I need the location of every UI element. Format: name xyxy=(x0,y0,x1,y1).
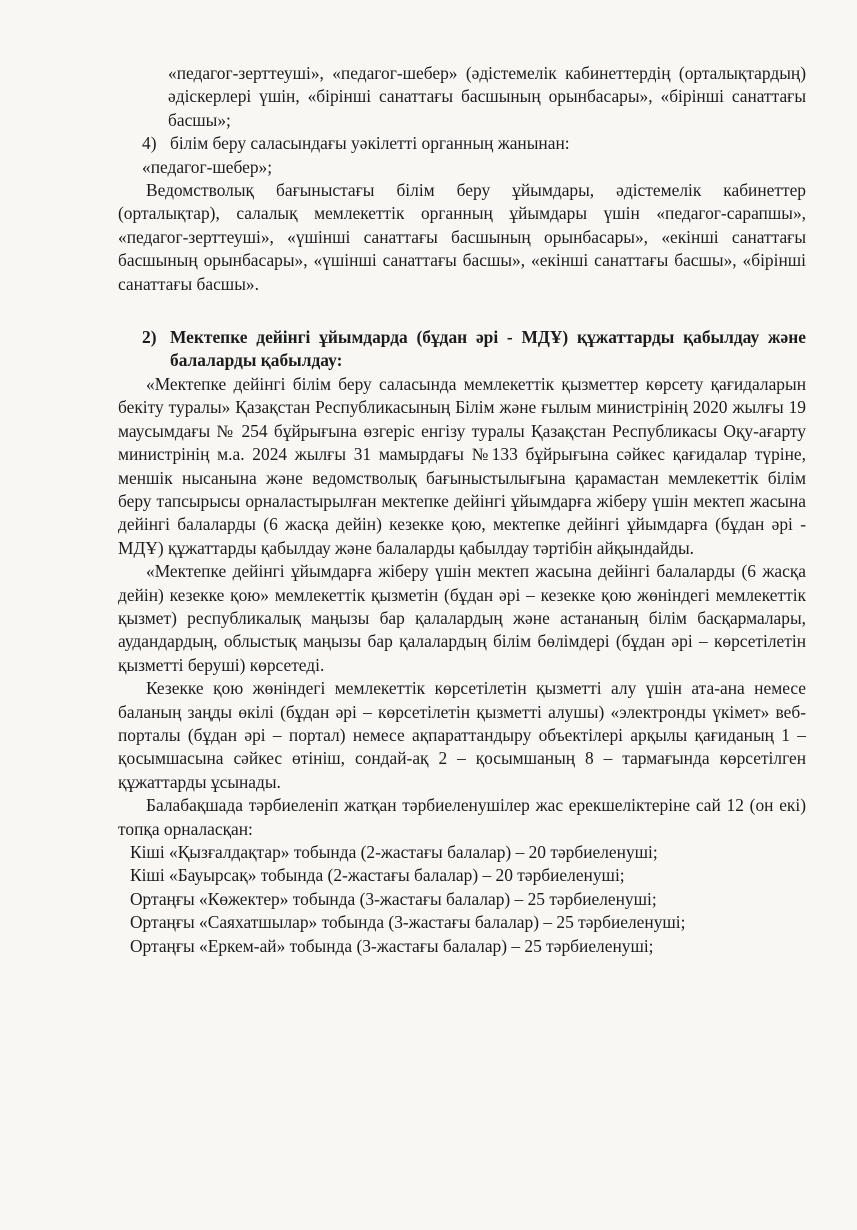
body-paragraph: «Мектепке дейінгі білім беру саласында мемлекеттік қызметтер көрсету қағидаларын бекіту туралы» Қазақстан Республикасының Білім және ғылым министрінің 2020 жылғы 19 маусымдағы № 254 бұйрығына өзгеріс енгізу туралы Қазақстан Республикасы Оқу-ағарту министрінің м.а. 2024 жылғы 31 мамырдағы №133 бұйрығына сәйкес қағидалар түріне, меншік нысанына және ведомстволық бағыныстылығына қарамастан мемлекеттік білім беру тапсырысы орналастырылған мектепке дейінгі ұйымдарға жіберу үшін мектеп жасына дейінгі балаларды (6 жасқа дейін) кезекке қою, мектепке дейінгі ұйымдарға (бұдан әрі - МДҰ) құжаттарды қабылдау және балаларды қабылдау тәртібін айқындайды. xyxy=(118,373,806,558)
list-item-text: білім беру саласындағы уәкілетті органның жанынан: xyxy=(170,133,570,154)
document-body xyxy=(118,62,806,958)
section-title: Мектепке дейінгі ұйымдарда (бұдан әрі - МДҰ) құжаттарды қабылдау және балаларды қабылдау: xyxy=(170,327,806,371)
body-paragraph: Кезекке қою жөніндегі мемлекеттік көрсетілетін қызметті алу үшін ата-ана немесе баланың заңды өкілі (бұдан әрі – көрсетілетін қызметті алушы) «электронды үкімет» веб-порталы (бұдан әрі – портал) немесе ақпараттандыру объектілері арқылы қағиданың 1 – қосымшасына сәйкес өтініш, сондай-ақ 2 – қосымшаның 8 – тармағында көрсетілген құжаттарды ұсынады. xyxy=(118,678,806,792)
list-item: Кіші «Қызғалдақтар» тобында (2-жастағы балалар) – 20 тәрбиеленуші; xyxy=(130,842,658,862)
spacer xyxy=(118,296,806,326)
list-item-sub: «педагог-шебер»; xyxy=(142,156,273,177)
list-item: Ортаңғы «Еркем-ай» тобында (3-жастағы балалар) – 25 тәрбиеленуші; xyxy=(130,935,654,956)
list-item: Ортаңғы «Саяхатшылар» тобында (3-жастағы балалар) – 25 тәрбиеленуші; xyxy=(130,912,686,933)
body-paragraph: «Мектепке дейінгі ұйымдарға жіберу үшін мектеп жасына дейінгі балаларды (6 жасқа дейін) кезекке қою» мемлекеттік қызметін (бұдан әрі – кезекке қою жөніндегі мемлекеттік қызмет) республикалық маңызы бар қалалардың және астананың білім басқармалары, аудандардың, облыстық маңызы бар қалалардың білім бөлімдері (бұдан әрі – көрсетілетін қызметті беруші) көрсетеді. xyxy=(118,561,806,675)
departmental-paragraph: Ведомстволық бағыныстағы білім беру ұйымдары, әдістемелік кабинеттер (орталықтар), салалық мемлекеттік органның ұйымдары үшін «педагог-сарапшы», «педагог-зерттеуші», «үшінші санаттағы басшының орынбасары», «екінші санаттағы басшының орынбасары», «үшінші санаттағы басшы», «екінші санаттағы басшы», «бірінші санаттағы басшы». xyxy=(118,180,806,294)
list-item: Кіші «Бауырсақ» тобында (2-жастағы балалар) – 20 тәрбиеленуші; xyxy=(130,865,625,886)
section-heading xyxy=(118,326,806,373)
continuation-paragraph: «педагог-зерттеуші», «педагог-шебер» (әдістемелік кабинеттердің (орталықтардың) әдіскерлері үшін, «бірінші санаттағы басшының орынбасары», «бірінші санаттағы басшы»; xyxy=(168,63,806,130)
body-paragraph: Балабақшада тәрбиеленіп жатқан тәрбиеленушілер жас ерекшеліктеріне сай 12 (он екі) топқа орналасқан: xyxy=(118,795,806,839)
section-number: 2) xyxy=(142,327,157,348)
group-list xyxy=(118,841,806,958)
list-item-number: 4) xyxy=(142,133,157,154)
list-item: Ортаңғы «Көжектер» тобында (3-жастағы балалар) – 25 тәрбиеленуші; xyxy=(130,888,657,909)
list-item-4 xyxy=(118,132,806,155)
